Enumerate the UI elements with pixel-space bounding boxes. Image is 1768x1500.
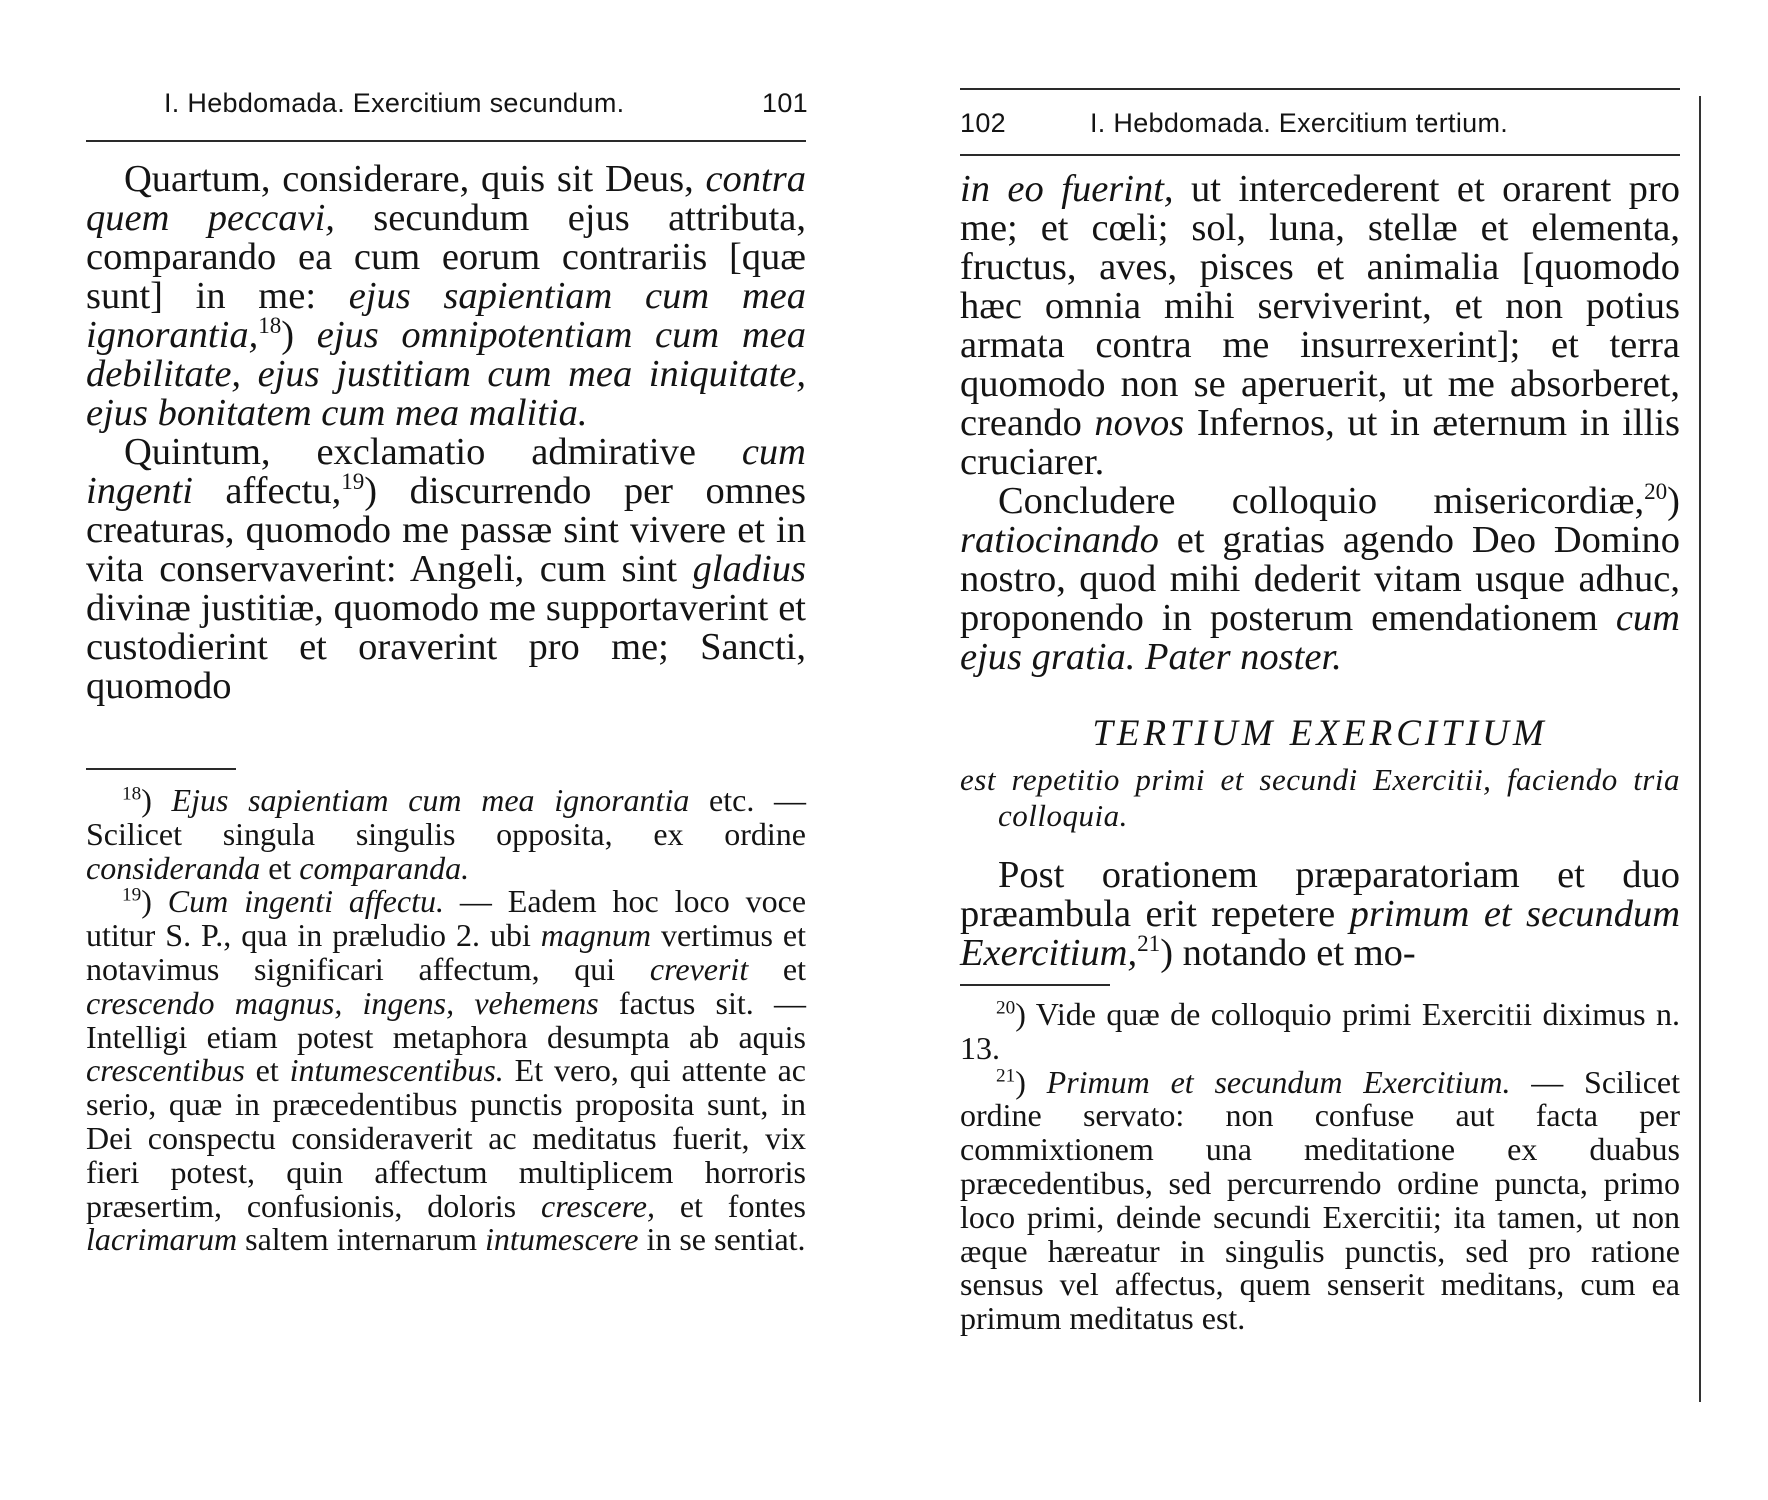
italic-text: ratiocinando bbox=[960, 519, 1159, 561]
footnote bbox=[960, 1063, 1681, 1337]
italic-text: cum ejus gratia. Pater noster. bbox=[960, 597, 1680, 678]
footnotes bbox=[86, 784, 806, 1257]
running-head-right bbox=[960, 108, 1680, 148]
text-run: ) Vide quæ de colloquio primi Exercitii diximus n. 13. bbox=[960, 996, 1680, 1066]
footnote-ref: 19 bbox=[341, 468, 365, 495]
text-run: affectu, bbox=[192, 470, 342, 512]
paragraph bbox=[86, 160, 806, 433]
footnote-ref: 18 bbox=[122, 783, 142, 805]
footnote bbox=[86, 885, 806, 1257]
paragraph bbox=[960, 170, 1680, 482]
text-run: ) bbox=[1667, 480, 1680, 522]
italic-text: novos bbox=[1094, 402, 1185, 444]
main-text bbox=[86, 160, 806, 706]
paragraph bbox=[960, 478, 1680, 678]
paragraph bbox=[86, 433, 806, 706]
text-run: Infernos, ut in æternum in illis cruciarer. bbox=[960, 402, 1680, 483]
text-run: ut intercederent et orarent pro me; et cœli; sol, luna, stellæ et elementa, fructus, aves, pisces et animalia [quomodo hæc omnia mihi serviverint, et non potius armata contra me insurrexerint]; et terra quomodo non se aperuerit, ut me absorberet, creando bbox=[960, 168, 1680, 444]
italic-text: crescentibus bbox=[86, 1052, 245, 1089]
italic-text: consideranda bbox=[86, 849, 261, 886]
page-number: 102 bbox=[960, 108, 1006, 138]
text-run: ) discurrendo per omnes creaturas, quomodo me passæ sint vivere et in vita conservaverint: Angeli, cum sint bbox=[86, 470, 806, 590]
footnote-ref: 20 bbox=[1644, 478, 1668, 505]
footnote-ref: 19 bbox=[122, 884, 142, 906]
text-run: ) notando et mo- bbox=[1160, 932, 1416, 974]
text-run: et bbox=[244, 1052, 290, 1089]
text-run: Post orationem præparatoriam et duo præambula erit repetere bbox=[960, 854, 1680, 935]
italic-text: in eo fuerint, bbox=[960, 168, 1174, 210]
italic-text: creverit bbox=[649, 950, 749, 987]
section-title: TERTIUM EXERCITIUM bbox=[1092, 713, 1548, 754]
text-run: Quartum, considerare, quis sit Deus, bbox=[124, 158, 706, 200]
text-run: — Eadem hoc loco voce utitur S. P., qua in præludio 2. ubi bbox=[86, 883, 807, 954]
italic-text: cum ingenti bbox=[86, 431, 806, 512]
footnote-rule bbox=[86, 768, 236, 770]
footnote bbox=[960, 998, 1680, 1066]
text-run: in se sentiat. bbox=[638, 1221, 806, 1258]
text-run: ) bbox=[141, 782, 172, 818]
text-run: saltem internarum bbox=[237, 1221, 486, 1258]
italic-text: intumescentibus. bbox=[289, 1052, 504, 1089]
footnote-rule bbox=[960, 984, 1110, 986]
running-head-title: I. Hebdomada. Exercitium tertium. bbox=[1090, 108, 1509, 138]
text-run: et bbox=[748, 950, 806, 987]
section-subtitle: est repetitio primi et secundi Exercitii, faciendo tria colloquia. bbox=[960, 762, 1680, 833]
footnote-ref: 20 bbox=[996, 997, 1016, 1019]
paragraph bbox=[960, 856, 1680, 973]
text-run: Quintum, exclamatio admirative bbox=[124, 431, 742, 473]
main-text bbox=[960, 170, 1680, 677]
main-text-continued bbox=[960, 856, 1680, 973]
italic-text: Cum ingenti affectu. bbox=[167, 883, 444, 920]
text-run: Et vero, qui attente ac serio, quæ in præcedentibus punctis proposita sunt, in Dei conspectu consideraverit ac meditatus fuerit, vix fieri potest, quin affectum multiplicem horroris præsertim, confusionis, doloris bbox=[86, 1052, 807, 1224]
header-rule bbox=[960, 154, 1680, 156]
footnote-ref: 21 bbox=[996, 1064, 1016, 1086]
running-head-left bbox=[86, 88, 806, 128]
page-number: 101 bbox=[762, 88, 808, 118]
text-run: etc. — Scilicet singula singulis opposita, ex ordine bbox=[86, 782, 807, 852]
footnote-ref: 21 bbox=[1137, 930, 1161, 957]
italic-text: magnum bbox=[540, 917, 652, 954]
italic-text: crescendo magnus, ingens, vehemens bbox=[86, 984, 599, 1021]
footnotes bbox=[960, 998, 1680, 1336]
italic-text: contra quem peccavi, bbox=[86, 158, 806, 239]
italic-text: crescere, bbox=[541, 1187, 655, 1224]
italic-text: lacrimarum bbox=[86, 1221, 238, 1258]
text-run: vertimus et notavimus significari affectum, qui bbox=[86, 917, 807, 987]
text-run: Concludere colloquio misericordiæ, bbox=[998, 480, 1645, 522]
text-run: et bbox=[260, 849, 300, 886]
text-run: ) bbox=[1015, 1063, 1047, 1100]
text-run: — Scilicet ordine servato: non confuse aut facta per commixtionem una meditatione ex duabus præcedentibus, sed percurrendo ordine puncta, primo loco primi, deinde secundi Exercitii; ita tamen, ut non æque hæreatur in singulis punctis, sed pro ratione sensus vel affectus, quem senserit meditans, cum ea primum meditatus est. bbox=[960, 1063, 1681, 1337]
text-run: factus sit. — Intelligi etiam potest metaphora desumpta ab aquis bbox=[86, 984, 807, 1055]
text-run: divinæ justitiæ, quomodo me supportaverint et custodierint et oraverint pro me; Sancti, quomodo bbox=[86, 587, 806, 707]
text-run: et gratias agendo Deo Domino nostro, quod mihi dederit vitam usque adhuc, proponendo in posterum emendationem bbox=[960, 519, 1680, 639]
top-rule bbox=[960, 88, 1680, 90]
text-run: ) bbox=[141, 883, 168, 920]
footnote-ref: 18 bbox=[258, 312, 282, 339]
italic-text: comparanda. bbox=[299, 849, 470, 886]
italic-text: ejus omnipotentiam cum mea debilitate, ejus justitiam cum mea iniquitate, ejus bonitatem cum mea malitia. bbox=[86, 314, 806, 434]
italic-text: primum et secundum Exercitium, bbox=[960, 893, 1680, 974]
running-head-title: I. Hebdomada. Exercitium secundum. bbox=[164, 88, 625, 118]
text-run: secundum ejus attributa, comparando ea cum eorum contrariis [quæ sunt] in me: bbox=[86, 197, 806, 317]
italic-text: gladius bbox=[692, 548, 806, 590]
italic-text: Ejus sapientiam cum mea ignorantia bbox=[171, 782, 690, 818]
footnote bbox=[86, 784, 806, 885]
right-margin-line bbox=[1699, 96, 1701, 1402]
italic-text: ejus sapientiam cum mea ignorantia, bbox=[86, 275, 806, 356]
header-rule bbox=[86, 140, 806, 142]
italic-text: intumescere bbox=[485, 1221, 639, 1258]
italic-text: Primum et secundum Exercitium. bbox=[1046, 1063, 1511, 1100]
text-run: ) bbox=[281, 314, 317, 356]
text-run: et fontes bbox=[655, 1187, 807, 1224]
